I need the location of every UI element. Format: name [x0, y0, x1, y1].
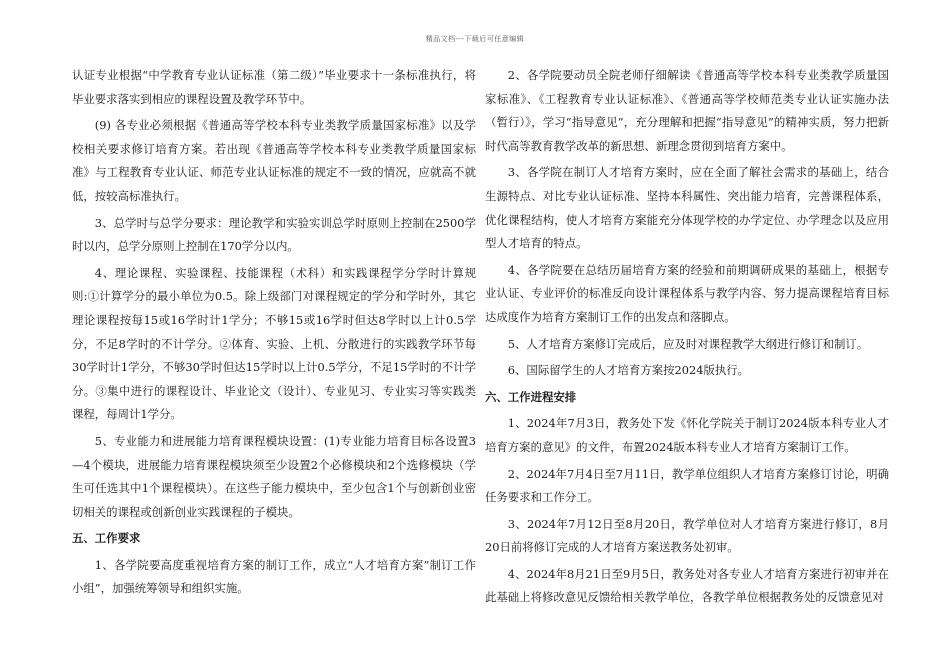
paragraph: 2、2024年7月4日至7月11日，教学单位组织人才培育方案修订讨论，明确任务要求和工作分工。 — [485, 466, 889, 505]
paragraph: 3、各学院在制订人才培育方案时，应在全面了解社会需求的基础上，结合生源特点、对比专业认证标准、坚持本科属性、突出能力培育，完善课程体系，优化课程结构，使人才培育方案能充分体现学校的办学定位、办学理念以及应用型人才培育的特点。 — [485, 165, 889, 251]
paragraph: 4、各学院要在总结历届培育方案的经验和前期调研成果的基础上，根据专业认证、专业评价的标准反向设计课程体系与教学内容、努力提高课程培育目标达成度作为培育方案制订工作的出发点和落脚点。 — [485, 262, 889, 324]
paragraph: 4、理论课程、实验课程、技能课程（术科）和实践课程学分学时计算规则:①计算学分的最小单位为0.5。除上级部门对课程规定的学分和学时外，其它理论课程按每15或16学时计1学分；不够15或16学时但达8学时以上计0.5学分，不足8学时的不计学分。②体育、实验、上机、分散进行的实践教学环节每30学时计1学分，不够30学时但达15学时以上计0.5学分，不足15学时的不计学分。③集中进行的课程设计、毕业论文（设计）、专业见习、专业实习等实践类课程，每周计1学分。 — [72, 265, 476, 422]
section-heading: 五、工作要求 — [72, 531, 141, 546]
paragraph: 6、国际留学生的人才培育方案按2024版执行。 — [507, 363, 750, 378]
paragraph: 1、2024年7月3日，教务处下发《怀化学院关于制订2024版本科专业人才培育方案的意见》的文件，布置2024版本科专业人才培育方案制订工作。 — [485, 416, 889, 454]
paragraph: 1、各学院要高度重视培育方案的制订工作，成立“人才培育方案”制订工作小组”，加强统筹领导和组织实施。 — [72, 557, 476, 596]
paragraph: 认证专业根据“中学教育专业认证标准（第二级）”毕业要求十一条标准执行，将毕业要求落实到相应的课程设置及教学环节中。 — [72, 68, 476, 106]
section-heading: 六、工作进程安排 — [485, 389, 577, 404]
paragraph: 5、人才培育方案修订完成后，应及时对课程教学大纲进行修订和制订。 — [507, 336, 869, 351]
left-column — [72, 64, 476, 601]
paragraph: 3、2024年7月12日至8月20日，教学单位对人才培育方案进行修订，8月20日前将修订完成的人才培育方案送教务处初审。 — [485, 516, 889, 555]
paragraph: (9) 各专业必须根据《普通高等学校本科专业类教学质量国家标准》以及学校相关要求修订培育方案。若出现《普通高等学校本科专业类教学质量国家标准》与工程教育专业认证、师范专业认证标准的规定不一致的情况，应就高不就低，按较高标准执行。 — [72, 118, 476, 203]
right-column — [485, 64, 889, 610]
page-header: 精品文档---下载后可任意编辑 — [425, 35, 525, 43]
paragraph: 4、2024年8月21日至9月5日，教务处对各专业人才培育方案进行初审并在此基础上将修改意见反馈给相关教学单位，各教学单位根据教务处的反馈意见对 — [485, 566, 889, 605]
paragraph: 2、各学院要动员全院老师仔细解读《普通高等学校本科专业类教学质量国家标准》、《工程教育专业认证标准》、《普通高等学校师范类专业认证实施办法（暂行）》，学习“指导意见”，充分理解和把握“指导意见”的精神实质，努力把新时代高等教育教学改革的新思想、新理念贯彻到培育方案中。 — [485, 68, 889, 153]
paragraph: 5、专业能力和进展能力培育课程模块设置：(1)专业能力培育目标各设置3—4个模块，进展能力培育课程模块须至少设置2个必修模块和2个选修模块（学生可任选其中1个课程模块）。在这些子能力模块中，至少包含1个与创新创业密切相关的课程或创新创业实践课程的子模块。 — [72, 433, 476, 519]
paragraph: 3、总学时与总学分要求：理论教学和实验实训总学时原则上控制在2500学时以内，总学分原则上控制在170学分以内。 — [72, 215, 476, 254]
